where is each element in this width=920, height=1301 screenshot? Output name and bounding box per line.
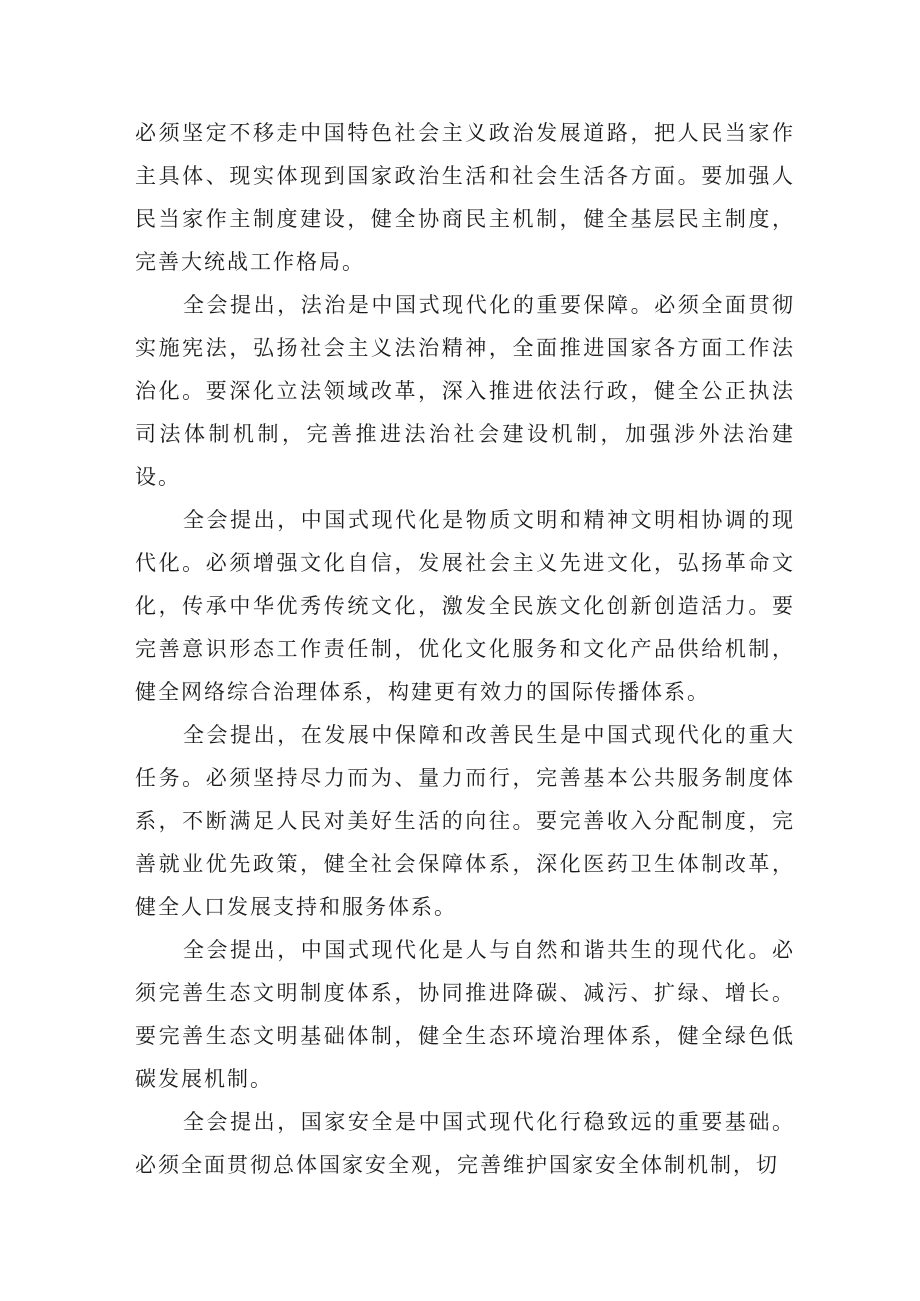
paragraph-4: 全会提出，在发展中保障和改善民生是中国式现代化的重大任务。必须坚持尽力而为、量力而行，完善基本公共服务制度体系，不断满足人民对美好生活的向往。要完善收入分配制度，完善就业优先政策，健全社会保障体系，深化医药卫生体制改革，健全人口发展支持和服务体系。 [135,723,795,919]
paragraph-1: 必须坚定不移走中国特色社会主义政治发展道路，把人民当家作主具体、现实体现到国家政治生活和社会生活各方面。要加强人民当家作主制度建设，健全协商民主机制，健全基层民主制度，完善大统战工作格局。 [135,121,795,274]
paragraph-5: 全会提出，中国式现代化是人与自然和谐共生的现代化。必须完善生态文明制度体系，协同推进降碳、减污、扩绿、增长。要完善生态文明基础体制，健全生态环境治理体系，健全绿色低碳发展机制。 [135,938,795,1091]
paragraph-2: 全会提出，法治是中国式现代化的重要保障。必须全面贯彻实施宪法，弘扬社会主义法治精神，全面推进国家各方面工作法治化。要深化立法领域改革，深入推进依法行政，健全公正执法司法体制机制，完善推进法治社会建设机制，加强涉外法治建设。 [135,293,795,489]
document-body [135,112,795,1187]
paragraph-3: 全会提出，中国式现代化是物质文明和精神文明相协调的现代化。必须增强文化自信，发展社会主义先进文化，弘扬革命文化，传承中华优秀传统文化，激发全民族文化创新创造活力。要完善意识形态工作责任制，优化文化服务和文化产品供给机制，健全网络综合治理体系，构建更有效力的国际传播体系。 [135,508,795,704]
paragraph-6: 全会提出，国家安全是中国式现代化行稳致远的重要基础。必须全面贯彻总体国家安全观，完善维护国家安全体制机制，切 [135,1110,795,1177]
